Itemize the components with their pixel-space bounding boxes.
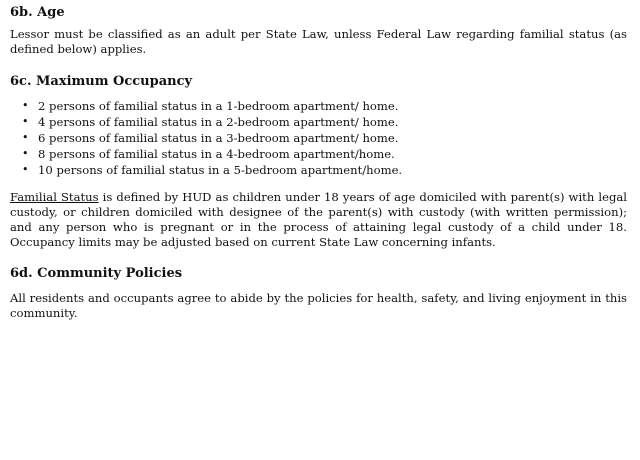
- list-item: • 4 persons of familial status in a 2-bedroom apartment/ home.: [38, 114, 640, 130]
- list-item: • 6 persons of familial status in a 3-bedroom apartment/ home.: [38, 130, 640, 146]
- section-heading-community-policies: 6d. Community Policies: [10, 266, 183, 281]
- section-heading-age: 6b. Age: [10, 5, 65, 20]
- section-body-community-policies: All residents and occupants agree to abide by the policies for health, safety, and living enjoyment in this community.: [10, 291, 627, 320]
- familial-status-definition: [10, 190, 627, 250]
- section-body-age: Lessor must be classified as an adult per State Law, unless Federal Law regarding familial status (as defined below) applies.: [10, 27, 627, 56]
- list-item: • 2 persons of familial status in a 1-bedroom apartment/ home.: [38, 98, 640, 114]
- list-item: • 10 persons of familial status in a 5-bedroom apartment/home.: [38, 162, 640, 178]
- familial-status-text: is defined by HUD as children under 18 years of age domiciled with parent(s) with legal custody, or children domiciled with designee of the parent(s) with custody (with written permission); and any person who is pregnant or in the process of attaining legal custody of a child under 18. Occupancy limits may be adjusted based on current State Law concerning infants.: [10, 190, 627, 249]
- occupancy-list: [10, 98, 640, 178]
- section-heading-maximum-occupancy: 6c. Maximum Occupancy: [10, 74, 193, 89]
- list-item: • 8 persons of familial status in a 4-bedroom apartment/home.: [38, 146, 640, 162]
- familial-status-term: Familial Status: [10, 190, 99, 204]
